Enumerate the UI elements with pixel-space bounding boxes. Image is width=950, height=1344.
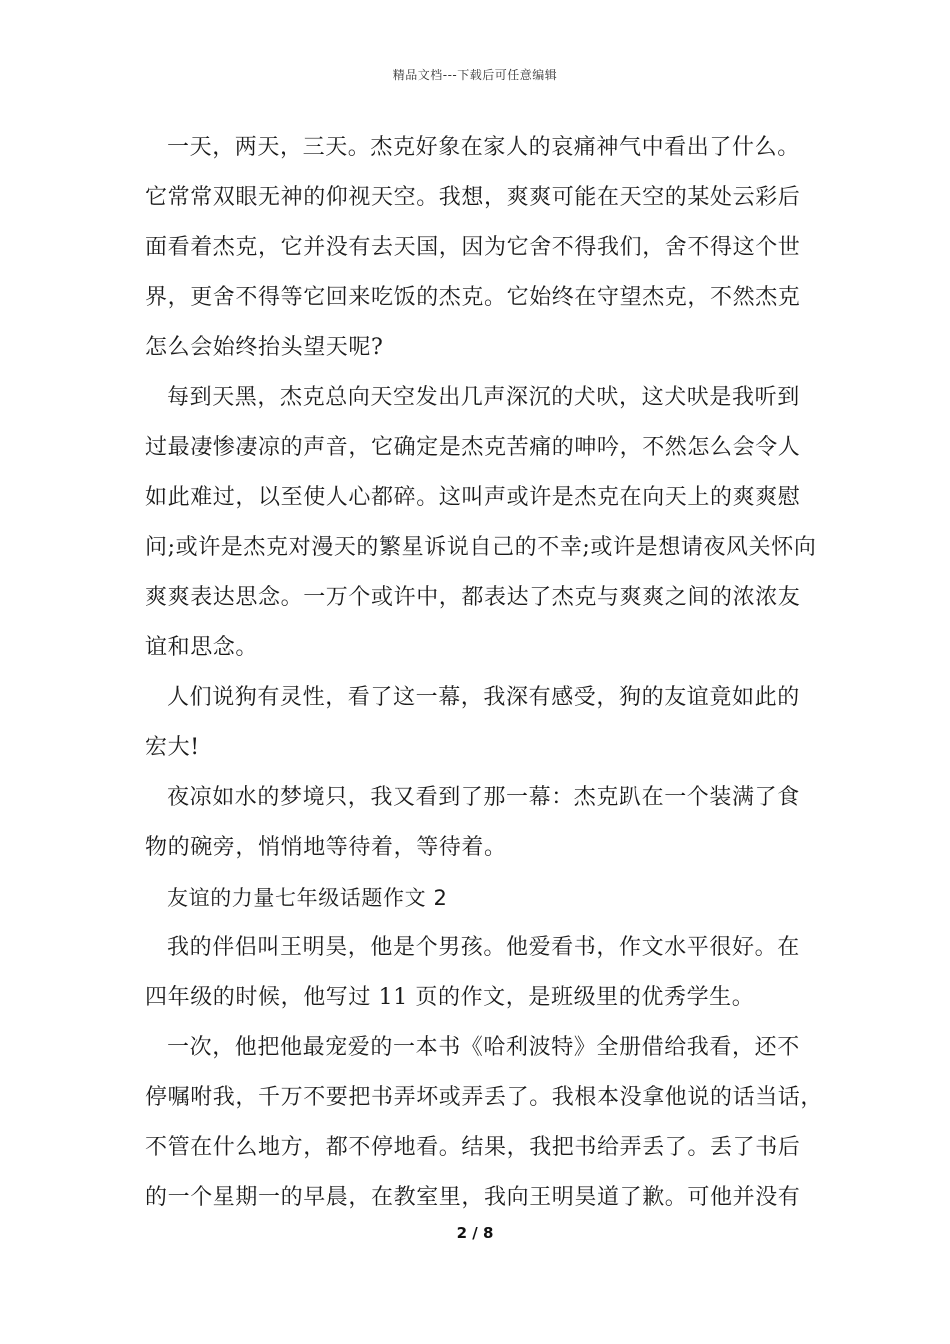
text-line: 过最凄惨凄凉的声音，它确定是杰克苦痛的呻吟，不然怎么会令人 bbox=[145, 435, 801, 460]
text-line: 它常常双眼无神的仰视天空。我想，爽爽可能在天空的某处云彩后 bbox=[145, 185, 801, 210]
page-header: 精品文档---下载后可任意编辑 bbox=[392, 68, 558, 82]
text-line: 停嘱咐我，千万不要把书弄坏或弄丢了。我根本没拿他说的话当话， bbox=[145, 1085, 824, 1110]
text-line: 谊和思念。 bbox=[145, 635, 259, 660]
section-heading: 友谊的力量七年级话题作文 2 bbox=[167, 886, 448, 910]
text-line: 物的碗旁，悄悄地等待着，等待着。 bbox=[145, 835, 507, 860]
text-line: 如此难过，以至使人心都碎。这叫声或许是杰克在向天上的爽爽慰 bbox=[145, 485, 801, 510]
document-body bbox=[145, 126, 824, 1226]
text-line: 界，更舍不得等它回来吃饭的杰克。它始终在守望杰克，不然杰克 bbox=[145, 285, 801, 310]
text-line: 人们说狗有灵性，看了这一幕，我深有感受，狗的友谊竟如此的 bbox=[167, 685, 800, 710]
text-line: 不管在什么地方，都不停地看。结果，我把书给弄丢了。丢了书后 bbox=[145, 1135, 801, 1160]
text-line: 一天，两天，三天。杰克好象在家人的哀痛神气中看出了什么。 bbox=[167, 135, 800, 160]
text-line: 面看着杰克，它并没有去天国，因为它舍不得我们，舍不得这个世 bbox=[145, 235, 801, 260]
text-line: 问;或许是杰克对漫天的繁星诉说自己的不幸;或许是想请夜风关怀向 bbox=[145, 535, 817, 560]
page-number: 2 / 8 bbox=[456, 1224, 494, 1242]
text-line: 怎么会始终抬头望天呢? bbox=[145, 335, 384, 360]
text-line: 一次，他把他最宠爱的一本书《哈利波特》全册借给我看，还不 bbox=[167, 1035, 800, 1060]
text-line: 我的伴侣叫王明昊，他是个男孩。他爱看书，作文水平很好。在 bbox=[167, 935, 800, 960]
text-line: 爽爽表达思念。一万个或许中，都表达了杰克与爽爽之间的浓浓友 bbox=[145, 585, 801, 610]
text-line: 每到天黑，杰克总向天空发出几声深沉的犬吠，这犬吠是我听到 bbox=[167, 385, 800, 410]
text-line: 宏大! bbox=[145, 735, 200, 760]
text-line: 四年级的时候，他写过 11 页的作文，是班级里的优秀学生。 bbox=[145, 985, 755, 1010]
text-line: 的一个星期一的早晨，在教室里，我向王明昊道了歉。可他并没有 bbox=[145, 1185, 801, 1210]
text-line: 夜凉如水的梦境只，我又看到了那一幕：杰克趴在一个装满了食 bbox=[167, 785, 800, 810]
